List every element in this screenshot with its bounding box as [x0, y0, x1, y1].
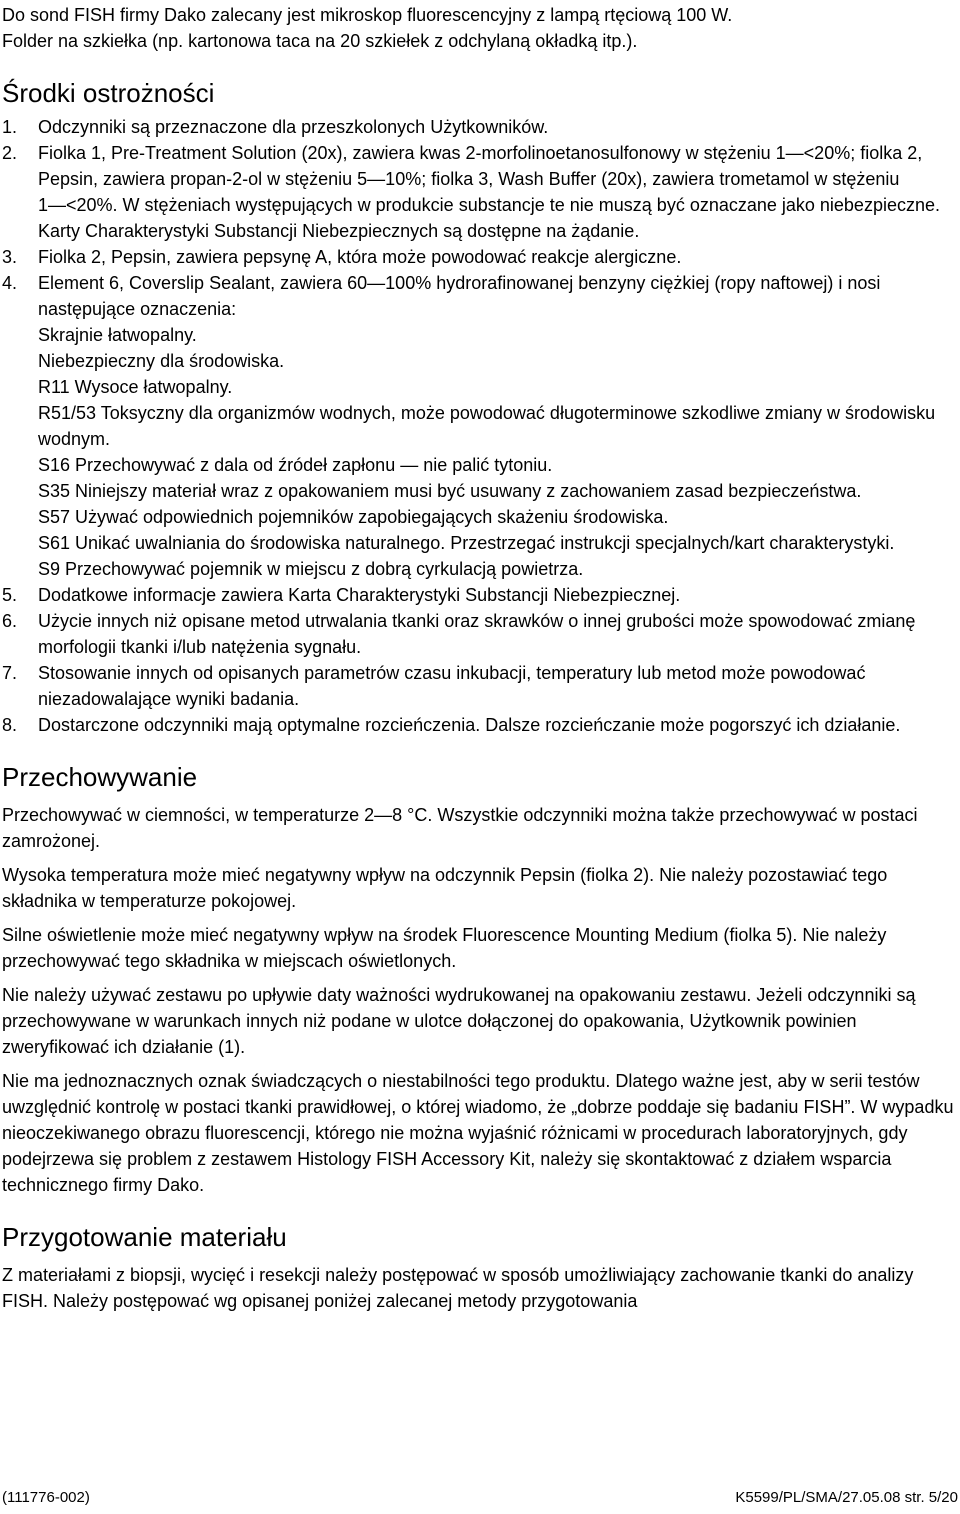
risk-phrase: R51/53 Toksyczny dla organizmów wodnych, może powodować długoterminowe szkodliwe zmiany w środowisku wodnym. — [38, 403, 936, 449]
item-number: 1. — [2, 117, 18, 137]
risk-phrase: R11 Wysoce łatwopalny. — [38, 377, 233, 397]
list-item — [2, 660, 958, 712]
precautions-list — [2, 114, 958, 738]
list-item — [2, 270, 958, 582]
list-item — [2, 140, 958, 244]
item-number: 3. — [2, 247, 18, 267]
list-item — [2, 608, 958, 660]
item-text: Dostarczone odczynniki mają optymalne rozcieńczenia. Dalsze rozcieńczanie może pogorszyć ich działanie. — [38, 715, 901, 735]
paragraph: Nie należy używać zestawu po upływie daty ważności wydrukowanej na opakowaniu zestawu. Jeżeli odczynniki są przechowywane w warunkach innych niż podane w ulotce dołączonej do opakowania, Użytkownik powinien zweryfikować ich działanie (1). — [2, 985, 916, 1057]
safety-phrase: S61 Unikać uwalniania do środowiska naturalnego. Przestrzegać instrukcji specjalnych/kart charakterystyki. — [38, 533, 895, 553]
safety-phrase: S57 Używać odpowiednich pojemników zapobiegających skażeniu środowiska. — [38, 507, 669, 527]
item-number: 2. — [2, 143, 18, 163]
page-footer — [2, 1489, 958, 1507]
hazard-label: Niebezpieczny dla środowiska. — [38, 351, 285, 371]
section-title-storage: Przechowywanie — [2, 762, 198, 792]
item-number: 5. — [2, 585, 18, 605]
document-page — [2, 0, 958, 1322]
paragraph: Wysoka temperatura może mieć negatywny wpływ na odczynnik Pepsin (fiolka 2). Nie należy pozostawiać tego składnika w temperaturze pokojowej. — [2, 865, 888, 911]
item-number: 7. — [2, 663, 18, 683]
list-item — [2, 114, 958, 140]
paragraph: Nie ma jednoznacznych oznak świadczących o niestabilności tego produktu. Dlatego ważne jest, aby w serii testów uwzględnić kontrolę w postaci tkanki prawidłowej, o której wiadomo, że „dobrze poddaje się badaniu FISH”. W wypadku nieoczekiwanego obrazu fluorescencji, którego nie można wyjaśnić różnicami w procedurach laboratoryjnych, gdy podejrzewa się problem z zestawem Histology FISH Accessory Kit, należy się skontaktować z działem wsparcia technicznego firmy Dako. — [2, 1071, 954, 1195]
storage-section — [2, 802, 958, 1198]
paragraph: Silne oświetlenie może mieć negatywny wpływ na środek Fluorescence Mounting Medium (fiolka 5). Nie należy przechowywać tego składnika w miejscach oświetlonych. — [2, 925, 887, 971]
item-text: Stosowanie innych od opisanych parametrów czasu inkubacji, temperatury lub metod może powodować niezadowalające wyniki badania. — [38, 663, 866, 709]
intro-text — [2, 0, 958, 54]
paragraph: Z materiałami z biopsji, wycięć i resekcji należy postępować w sposób umożliwiający zachowanie tkanki do analizy FISH. Należy postępować wg opisanej poniżej zalecanej metody przygotowania — [2, 1265, 914, 1311]
hazard-label: Skrajnie łatwopalny. — [38, 325, 197, 345]
footer-doc-code: (111776-002) — [2, 1489, 90, 1506]
list-item — [2, 244, 958, 270]
safety-phrase: S35 Niniejszy materiał wraz z opakowaniem musi być usuwany z zachowaniem zasad bezpieczeństwa. — [38, 481, 862, 501]
item-number: 8. — [2, 715, 18, 735]
list-item — [2, 582, 958, 608]
item-text: Element 6, Coverslip Sealant, zawiera 60―100% hydrorafinowanej benzyny ciężkiej (ropy naftowej) i nosi następujące oznaczenia: — [38, 273, 881, 319]
item-number: 6. — [2, 611, 18, 631]
safety-phrase: S16 Przechowywać z dala od źródeł zapłonu ― nie palić tytoniu. — [38, 455, 553, 475]
intro-line: Do sond FISH firmy Dako zalecany jest mikroskop fluorescencyjny z lampą rtęciową 100 W. — [2, 5, 733, 25]
paragraph: Przechowywać w ciemności, w temperaturze 2―8 °C. Wszystkie odczynniki można także przechowywać w postaci zamrożonej. — [2, 805, 918, 851]
item-text: Fiolka 2, Pepsin, zawiera pepsynę A, która może powodować reakcje alergiczne. — [38, 247, 682, 267]
item-text: Dodatkowe informacje zawiera Karta Charakterystyki Substancji Niebezpiecznej. — [38, 585, 681, 605]
section-title-preparation: Przygotowanie materiału — [2, 1222, 287, 1252]
preparation-section — [2, 1262, 958, 1314]
item-text: Fiolka 1, Pre-Treatment Solution (20x), zawiera kwas 2-morfolinoetanosulfonowy w stężeniu 1―<20%; fiolka 2, Pepsin, zawiera propan-2-ol w stężeniu 5―10%; fiolka 3, Wash Buffer (20x), zawiera trometamol w stężeniu 1―<20%. W stężeniach występujących w produkcie substancje te nie muszą być oznaczane jako niebezpieczne. Karty Charakterystyki Substancji Niebezpiecznych są dostępne na żądanie. — [38, 143, 940, 241]
section-title-precautions: Środki ostrożności — [2, 78, 215, 108]
intro-line: Folder na szkiełka (np. kartonowa taca na 20 szkiełek z odchylaną okładką itp.). — [2, 31, 638, 51]
item-text: Użycie innych niż opisane metod utrwalania tkanki oraz skrawków o innej grubości może spowodować zmianę morfologii tkanki i/lub natężenia sygnału. — [38, 611, 916, 657]
safety-phrase: S9 Przechowywać pojemnik w miejscu z dobrą cyrkulacją powietrza. — [38, 559, 584, 579]
item-text: Odczynniki są przeznaczone dla przeszkolonych Użytkowników. — [38, 117, 549, 137]
list-item — [2, 712, 958, 738]
item-number: 4. — [2, 273, 18, 293]
footer-page-ref: K5599/PL/SMA/27.05.08 str. 5/20 — [735, 1489, 958, 1506]
